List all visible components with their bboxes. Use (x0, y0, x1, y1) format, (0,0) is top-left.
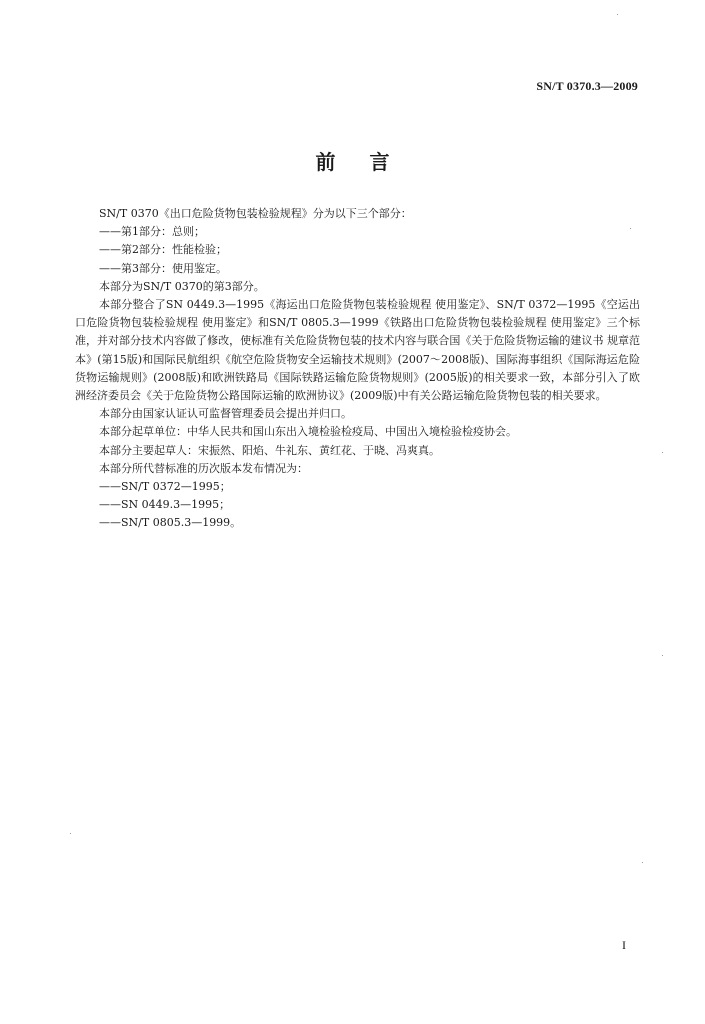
scan-speck (662, 452, 663, 453)
scan-speck (642, 862, 643, 863)
list-item-part-2: ——第2部分：性能检验； (99, 243, 227, 257)
scan-speck (630, 228, 631, 229)
scan-speck (70, 833, 71, 834)
paragraph-integration: 本部分整合了SN 0449.3—1995《海运出口危险货物包装检验规程 使用鉴定》、SN/T 0372—1995《空运出口危险货物包装检验规程 使用鉴定》和SN/T 0805.3—1999《铁路出口危险货物包装检验规程 使用鉴定》三个标准，并对部分技术内容做了修改，使标准有关危险货物包装的技术内容与联合国《关于危险货物运输的建议书 规章范本》(第15版)和国际民航组织《航空危险货物安全运输技术规则》(2007～2008版)、国际海事组织《国际海运危险货物运输规则》(2008版)和欧洲铁路局《国际铁路运输危险货物规则》(2005版)的相关要求一致，本部分引入了欧洲经济委员会《关于危险货物公路国际运输的欧洲协议》(2009版)中有关公路运输危险货物包装的相关要求。 (75, 298, 640, 403)
paragraph-history: 本部分所代替标准的历次版本发布情况为： (99, 461, 308, 475)
paragraph-drafting-units: 本部分起草单位：中华人民共和国山东出入境检验检疫局、中国出入境检验检疫协会。 (99, 425, 517, 439)
scan-speck (617, 14, 618, 15)
paragraph-intro: SN/T 0370《出口危险货物包装检验规程》分为以下三个部分： (99, 207, 412, 220)
paragraph-part-statement: 本部分为SN/T 0370的第3部分。 (99, 279, 265, 293)
page-title: 前言 (315, 150, 424, 174)
superseded-item: ——SN/T 0372—1995； (99, 480, 231, 494)
page-number: I (622, 938, 626, 952)
standard-number: SN/T 0370.3—2009 (536, 79, 638, 93)
scan-speck (662, 655, 663, 656)
superseded-item: ——SN 0449.3—1995； (99, 498, 231, 512)
list-item-part-1: ——第1部分：总则； (99, 225, 205, 239)
paragraph-proposer: 本部分由国家认证认可监督管理委员会提出并归口。 (99, 407, 352, 421)
superseded-item: ——SN/T 0805.3—1999。 (99, 516, 242, 530)
paragraph-drafters: 本部分主要起草人：宋振然、阳焰、牛礼东、黄红花、于晓、冯爽真。 (99, 443, 440, 457)
foreword-body (75, 205, 640, 533)
list-item-part-3: ——第3部分：使用鉴定。 (99, 261, 227, 275)
